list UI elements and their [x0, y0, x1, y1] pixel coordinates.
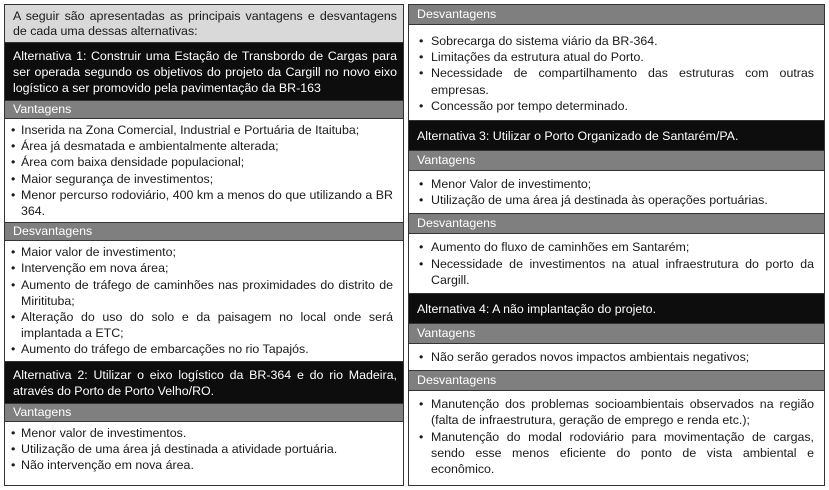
list-item: • Não intervenção em nova área.: [9, 457, 393, 473]
list-item: • Maior valor de investimento;: [9, 244, 393, 260]
alternative-2-disadvantages-list: [409, 25, 824, 121]
alternative-4-disadvantages-header: Desvantagens: [409, 371, 824, 391]
right-column: [408, 4, 825, 486]
list-item: • Aumento de tráfego de caminhões nas proximidades do distrito de Miritituba;: [9, 277, 393, 309]
alternative-3-advantages-list: [409, 171, 824, 214]
alternative-3-title: Alternativa 3: Utilizar o Porto Organizado de Santarém/PA.: [409, 121, 824, 151]
list-item: • Necessidade de compartilhamento das estruturas com outras empresas.: [417, 65, 814, 97]
list-item: • Maior segurança de investimentos;: [9, 171, 393, 187]
alternative-4-disadvantages-list: [409, 391, 824, 482]
intro-text: A seguir são apresentadas as principais vantagens e desvantagens de cada uma dessas alternativas:: [5, 5, 403, 43]
alternative-3-disadvantages-header: Desvantagens: [409, 214, 824, 234]
alternative-1-disadvantages-list: [5, 241, 403, 361]
list-item: • Limitações da estrutura atual do Porto.: [417, 49, 814, 65]
list-item: • Alteração do uso do solo e da paisagem no local onde será implantada a ETC;: [9, 309, 393, 341]
alternative-2-advantages-list: [5, 422, 403, 477]
alternative-1-advantages-header: Vantagens: [5, 101, 403, 119]
list-item: • Necessidade de investimentos na atual infraestrutura do porto da Cargill.: [417, 256, 814, 288]
list-item: • Aumento do tráfego de embarcações no rio Tapajós.: [9, 341, 393, 357]
list-item: • Concessão por tempo determinado.: [417, 98, 814, 114]
alternative-3-advantages-header: Vantagens: [409, 151, 824, 171]
list-item: • Inserida na Zona Comercial, Industrial e Portuária de Itaituba;: [9, 122, 393, 138]
list-item: • Menor Valor de investimento;: [417, 176, 814, 192]
alternative-2-advantages-header: Vantagens: [5, 404, 403, 422]
alternative-4-advantages-list: [409, 344, 824, 371]
list-item: • Área já desmatada e ambientalmente alterada;: [9, 138, 393, 154]
list-item: • Aumento do fluxo de caminhões em Santarém;: [417, 239, 814, 255]
alternative-2-disadvantages-header: Desvantagens: [409, 5, 824, 25]
alternative-4-advantages-header: Vantagens: [409, 324, 824, 344]
left-column: [4, 4, 404, 486]
list-item: • Manutenção dos problemas socioambientais observados na região (falta de infraestrutura, geração de emprego e renda etc.);: [417, 396, 814, 428]
alternative-2-title: Alternativa 2: Utilizar o eixo logístico da BR-364 e do rio Madeira, através do Porto de Porto Velho/RO.: [5, 362, 403, 404]
list-item: • Não serão gerados novos impactos ambientais negativos;: [417, 349, 814, 365]
alternative-3-disadvantages-list: [409, 234, 824, 294]
list-item: • Menor valor de investimentos.: [9, 425, 393, 441]
list-item: • Utilização de uma área já destinada às operações portuárias.: [417, 192, 814, 208]
alternative-1-disadvantages-header: Desvantagens: [5, 223, 403, 241]
list-item: • Área com baixa densidade populacional;: [9, 154, 393, 170]
list-item: • Manutenção do modal rodoviário para movimentação de cargas, sendo esse menos eficiente do ponto de vista ambiental e econômico.: [417, 429, 814, 478]
list-item: • Menor percurso rodoviário, 400 km a menos do que utilizando a BR 364.: [9, 187, 393, 219]
alternative-4-title: Alternativa 4: A não implantação do projeto.: [409, 294, 824, 324]
alternative-1-title: Alternativa 1: Construir uma Estação de Transbordo de Cargas para ser operada segundo os objetivos do projeto da Cargill no novo eixo logístico a ser promovido pela pavimentação da BR-163: [5, 43, 403, 101]
alternative-1-advantages-list: [5, 119, 403, 223]
list-item: • Sobrecarga do sistema viário da BR-364.: [417, 33, 814, 49]
list-item: • Utilização de uma área já destinada a atividade portuária.: [9, 441, 393, 457]
list-item: • Intervenção em nova área;: [9, 260, 393, 276]
